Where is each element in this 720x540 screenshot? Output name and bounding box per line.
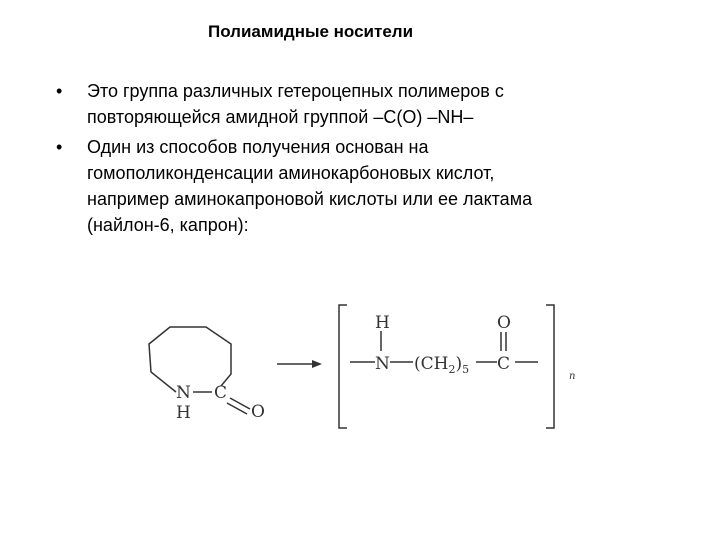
lactam-double-bond-b <box>227 403 247 414</box>
lactam-double-bond-a <box>230 398 250 409</box>
left-bracket <box>339 305 347 428</box>
lactam-o-label: O <box>251 402 265 422</box>
bullet-dot-icon: • <box>56 137 63 157</box>
reaction-arrow-icon <box>277 360 322 368</box>
bullet-dot-icon: • <box>56 81 63 101</box>
polymer-h-label: H <box>375 313 390 333</box>
polymer-c-label: C <box>497 354 511 374</box>
right-bracket <box>546 305 554 428</box>
repeat-index-label: n <box>569 371 576 382</box>
lactam-h-label: H <box>176 403 191 423</box>
slide-title: Полиамидные носители <box>208 22 414 41</box>
polymer-chain-label: $(CH_2)_5$ <box>414 354 470 376</box>
polymer-n-label: N <box>375 354 390 374</box>
bullet-text: Это группа различных гетероцепных полимеров с повторяющейся амидной группой –C(O) –NH– <box>87 81 504 127</box>
caprolactam-structure <box>149 327 250 414</box>
polymer-o-label: O <box>497 313 511 333</box>
lactam-c-label: C <box>214 383 228 403</box>
bullet-text: Один из способов получения основан на гомополиконденсации аминокарбоновых кислот, например аминокапроновой кислоты или ее лактама (найлон-6, капрон): <box>87 137 533 235</box>
lactam-n-label: N <box>176 383 191 403</box>
